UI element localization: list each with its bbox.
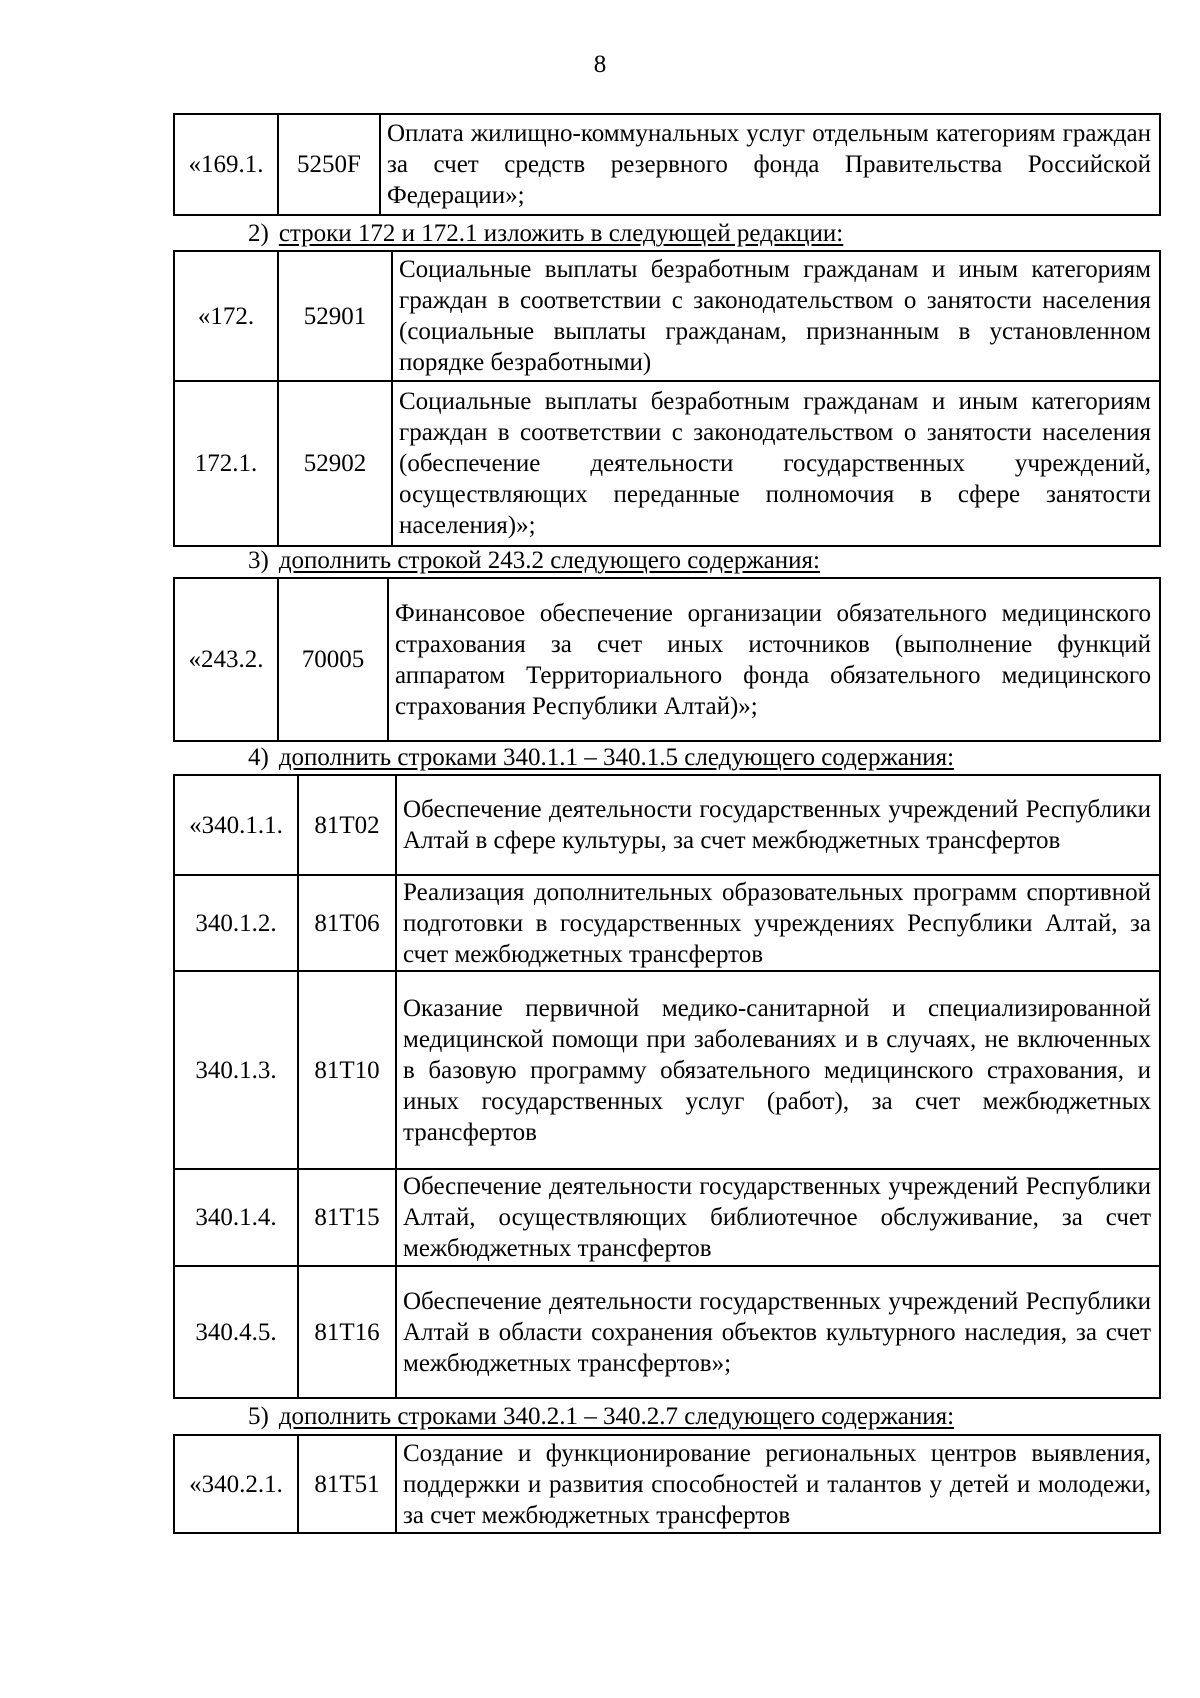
table-row bbox=[174, 1435, 1160, 1533]
row-description: Социальные выплаты безработным гражданам и иным категориям граждан в соответствии с законодательством о занятости населения (обеспечение деятельности государственных учреждений, осуществляющих переданные полномочия в сфере занятости населения)»; bbox=[392, 381, 1160, 546]
row-code: 81Т10 bbox=[298, 971, 396, 1169]
table-block-340-1 bbox=[173, 774, 1161, 1399]
row-code: 81Т15 bbox=[298, 1169, 396, 1266]
row-number: «169.1. bbox=[174, 114, 278, 215]
table-row bbox=[174, 381, 1160, 546]
table-row bbox=[174, 875, 1160, 971]
row-description: Обеспечение деятельности государственных учреждений Республики Алтай, осуществляющих библиотечное обслуживание, за счет межбюджетных трансфертов bbox=[396, 1169, 1160, 1266]
row-description: Финансовое обеспечение организации обязательного медицинского страхования за счет иных источников (выполнение функций аппаратом Территориального фонда обязательного медицинского страхования Республики Алтай)»; bbox=[388, 578, 1160, 741]
amendment-index: 5) bbox=[248, 1403, 269, 1430]
amendment-table bbox=[173, 113, 1161, 216]
row-description: Оплата жилищно-коммунальных услуг отдельным категориям граждан за счет средств резервного фонда Правительства Российской Федерации»; bbox=[380, 114, 1160, 215]
row-code: 5250F bbox=[278, 114, 380, 215]
row-code: 81Т16 bbox=[298, 1266, 396, 1398]
amendment-table bbox=[173, 774, 1161, 1399]
table-block-340-2 bbox=[173, 1434, 1161, 1534]
row-number: «340.2.1. bbox=[174, 1435, 298, 1533]
table-row bbox=[174, 1169, 1160, 1266]
row-number: 340.1.4. bbox=[174, 1169, 298, 1266]
table-block-243 bbox=[173, 577, 1161, 742]
table-row bbox=[174, 578, 1160, 741]
amendment-index: 2) bbox=[248, 220, 269, 247]
table-row bbox=[174, 114, 1160, 215]
table-row bbox=[174, 971, 1160, 1169]
row-code: 81Т02 bbox=[298, 775, 396, 875]
amendment-table bbox=[173, 577, 1161, 742]
page-number: 8 bbox=[593, 51, 607, 78]
amendment-table bbox=[173, 250, 1161, 547]
row-number: 172.1. bbox=[174, 381, 278, 546]
amendment-intro bbox=[248, 743, 954, 773]
amendment-intro bbox=[248, 546, 820, 576]
table-row bbox=[174, 251, 1160, 381]
row-number: «340.1.1. bbox=[174, 775, 298, 875]
row-code: 81Т51 bbox=[298, 1435, 396, 1533]
amendment-text: дополнить строками 340.1.1 – 340.1.5 следующего содержания: bbox=[278, 744, 955, 771]
amendment-table bbox=[173, 1434, 1161, 1534]
table-row bbox=[174, 775, 1160, 875]
row-description: Обеспечение деятельности государственных учреждений Республики Алтай в области сохранения объектов культурного наследия, за счет межбюджетных трансфертов»; bbox=[396, 1266, 1160, 1398]
table-block-172 bbox=[173, 250, 1161, 547]
amendment-text: строки 172 и 172.1 изложить в следующей редакции: bbox=[278, 220, 844, 247]
amendment-text: дополнить строками 340.2.1 – 340.2.7 следующего содержания: bbox=[278, 1403, 955, 1430]
row-number: 340.1.2. bbox=[174, 875, 298, 971]
row-description: Создание и функционирование региональных центров выявления, поддержки и развития способностей и талантов у детей и молодежи, за счет межбюджетных трансфертов bbox=[396, 1435, 1160, 1533]
row-code: 52901 bbox=[278, 251, 392, 381]
amendment-index: 4) bbox=[248, 744, 269, 771]
row-description: Обеспечение деятельности государственных учреждений Республики Алтай в сфере культуры, за счет межбюджетных трансфертов bbox=[396, 775, 1160, 875]
row-description: Реализация дополнительных образовательных программ спортивной подготовки в государственных учреждениях Республики Алтай, за счет межбюджетных трансфертов bbox=[396, 875, 1160, 971]
row-code: 81Т06 bbox=[298, 875, 396, 971]
row-number: «243.2. bbox=[174, 578, 278, 741]
amendment-intro bbox=[248, 1402, 954, 1432]
amendment-intro bbox=[248, 219, 843, 249]
row-number: 340.4.5. bbox=[174, 1266, 298, 1398]
row-code: 70005 bbox=[278, 578, 388, 741]
amendment-index: 3) bbox=[248, 547, 269, 574]
row-number: 340.1.3. bbox=[174, 971, 298, 1169]
row-number: «172. bbox=[174, 251, 278, 381]
row-description: Социальные выплаты безработным гражданам и иным категориям граждан в соответствии с законодательством о занятости населения (социальные выплаты гражданам, признанным в установленном порядке безработными) bbox=[392, 251, 1160, 381]
table-block-169 bbox=[173, 113, 1161, 216]
row-code: 52902 bbox=[278, 381, 392, 546]
table-row bbox=[174, 1266, 1160, 1398]
row-description: Оказание первичной медико-санитарной и специализированной медицинской помощи при заболеваниях и в случаях, не включенных в базовую программу обязательного медицинского страхования, и иных государственных услуг (работ), за счет межбюджетных трансфертов bbox=[396, 971, 1160, 1169]
amendment-text: дополнить строкой 243.2 следующего содержания: bbox=[278, 547, 820, 574]
